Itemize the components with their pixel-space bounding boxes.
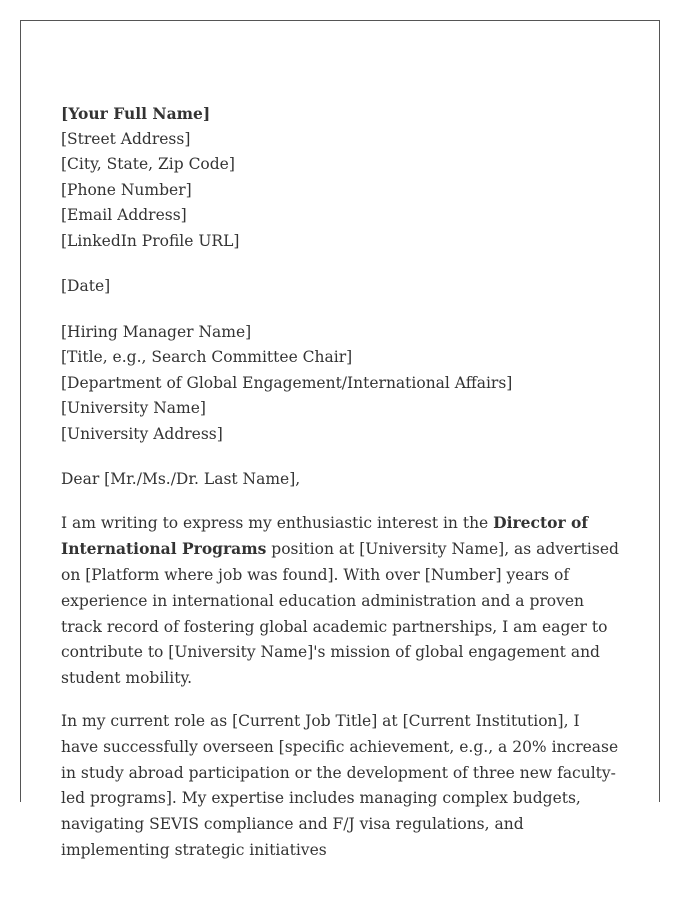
salutation: Dear [Mr./Ms./Dr. Last Name], <box>61 470 301 488</box>
paragraph-1-rest: position at [University Name], as advertised on [Platform where job was found]. With over [Number] years of experience in international education administration and a proven track record of fostering global academic partnerships, I am eager to contribute to [University Name]'s mission of global engagement and student mobility. <box>61 540 619 688</box>
letter-date: [Date] <box>61 277 111 295</box>
body-paragraph-2: In my current role as [Current Job Title] at [Current Institution], I have successfully overseen [specific achievement, e.g., a 20% increase in study abroad participation or the development of three new faculty-led programs]. My expertise includes managing complex budgets, navigating SEVIS compliance and F/J visa regulations, and implementing strategic initiatives <box>61 712 619 860</box>
sender-block <box>61 101 621 254</box>
recipient-department: [Department of Global Engagement/International Affairs] <box>61 373 513 392</box>
paragraph-1-intro: I am writing to express my enthusiastic interest in the <box>61 513 494 532</box>
sender-city-state-zip: [City, State, Zip Code] <box>61 155 235 173</box>
salutation-block <box>61 467 621 493</box>
body-paragraph-1 <box>61 510 621 693</box>
position-title: Director of International Programs <box>61 512 589 559</box>
recipient-name: [Hiring Manager Name] <box>61 322 252 341</box>
sender-street: [Street Address] <box>61 129 191 148</box>
sender-phone: [Phone Number] <box>61 180 192 199</box>
sender-name: [Your Full Name] <box>61 104 211 123</box>
recipient-university: [University Name] <box>61 399 206 417</box>
sender-linkedin: [LinkedIn Profile URL] <box>61 231 240 250</box>
letter-page <box>20 20 660 860</box>
letter-content <box>61 101 621 879</box>
recipient-block <box>61 320 621 448</box>
recipient-address: [University Address] <box>61 424 223 443</box>
recipient-title: [Title, e.g., Search Committee Chair] <box>61 348 353 366</box>
sender-email: [Email Address] <box>61 206 187 224</box>
date-block <box>61 274 621 300</box>
